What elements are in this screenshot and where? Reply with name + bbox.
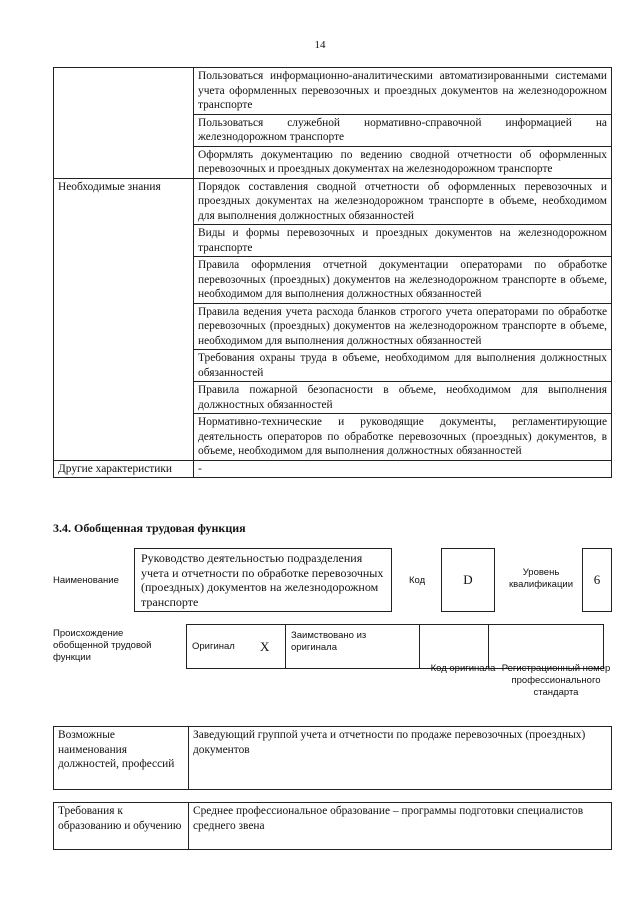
code-value-box: D (441, 548, 495, 612)
table-cell-right: - (194, 460, 612, 478)
section-title: 3.4. Обобщенная трудовая функция (53, 521, 246, 535)
code-original-caption: Код оригинала (430, 663, 496, 674)
origin-label: Происхождение обобщенной трудовой функции (53, 628, 152, 663)
table-cell-left: Необходимые знания (54, 178, 194, 460)
table-row (54, 68, 612, 115)
code-original-cell (420, 625, 489, 669)
table-cell-right: Пользоваться служебной нормативно-справочной информацией на железнодорожном транспорте (194, 114, 612, 146)
table-cell-right: Пользоваться информационно-аналитическими автоматизированными системами учета оформленных перевозочных и проездных документов на железнодорожном транспорте (194, 68, 612, 115)
table-row (54, 803, 612, 850)
level-label: Уровень квалификации (508, 567, 574, 590)
table-row (187, 625, 604, 669)
name-label: Наименование (53, 575, 119, 586)
table-cell-right: Правила пожарной безопасности в объеме, необходимом для выполнения должностных обязанностей (194, 382, 612, 414)
table-row (54, 727, 612, 790)
positions-table (53, 726, 612, 790)
original-label: Оригинал (187, 625, 256, 669)
table-cell-left: Другие характеристики (54, 460, 194, 478)
table-cell-right: Нормативно-технические и руководящие документы, регламентирующие деятельность операторов по обработке перевозочных (проездных) документов, в объеме, необходимом для выполнения должностных обязанностей (194, 414, 612, 461)
level-value-box: 6 (582, 548, 612, 612)
table-row (54, 460, 612, 478)
borrowed-label: Заимствовано из оригинала (286, 625, 420, 669)
page-number: 14 (314, 39, 326, 51)
table-cell-right: Виды и формы перевозочных и проездных документов на железнодорожном транспорте (194, 225, 612, 257)
table-cell-left (54, 68, 194, 179)
education-label: Требования к образованию и обучению (54, 803, 189, 850)
education-value: Среднее профессиональное образование – программы подготовки специалистов среднего звена (189, 803, 612, 850)
table-row (54, 178, 612, 225)
skills-knowledge-table (53, 67, 612, 478)
code-label: Код (409, 575, 426, 586)
table-cell-right: Порядок составления сводной отчетности об оформленных перевозочных и проездных документах на железнодорожном транспорте в объеме, необходимом для выполнения должностных обязанностей (194, 178, 612, 225)
function-name-box: Руководство деятельностью подразделения учета и отчетности по обработке перевозочных (проездных) документов на железнодорожном транспорте (134, 548, 392, 612)
table-cell-right: Оформлять документацию по ведению сводной отчетности об оформленных перевозочных и проездных документах на железнодорожном транспорте (194, 146, 612, 178)
reg-number-cell (489, 625, 604, 669)
table-cell-right: Требования охраны труда в объеме, необходимом для выполнения должностных обязанностей (194, 350, 612, 382)
positions-value: Заведующий группой учета и отчетности по продаже перевозочных (проездных) документов (189, 727, 612, 790)
reg-number-caption: Регистрационный номер профессионального стандарта (501, 663, 611, 698)
table-cell-right: Правила ведения учета расхода бланков строгого учета операторами по обработке перевозочных (проездных) документов на железнодорожном транспорте в объеме, необходимом для выполнения должностных обязанностей (194, 303, 612, 350)
table-cell-right: Правила оформления отчетной документации операторами по обработке перевозочных (проездных) документов на железнодорожном транспорте в объеме, необходимом для выполнения должностных обязанностей (194, 257, 612, 304)
education-table (53, 802, 612, 850)
positions-label: Возможные наименования должностей, профессий (54, 727, 189, 790)
original-mark: X (255, 625, 286, 669)
